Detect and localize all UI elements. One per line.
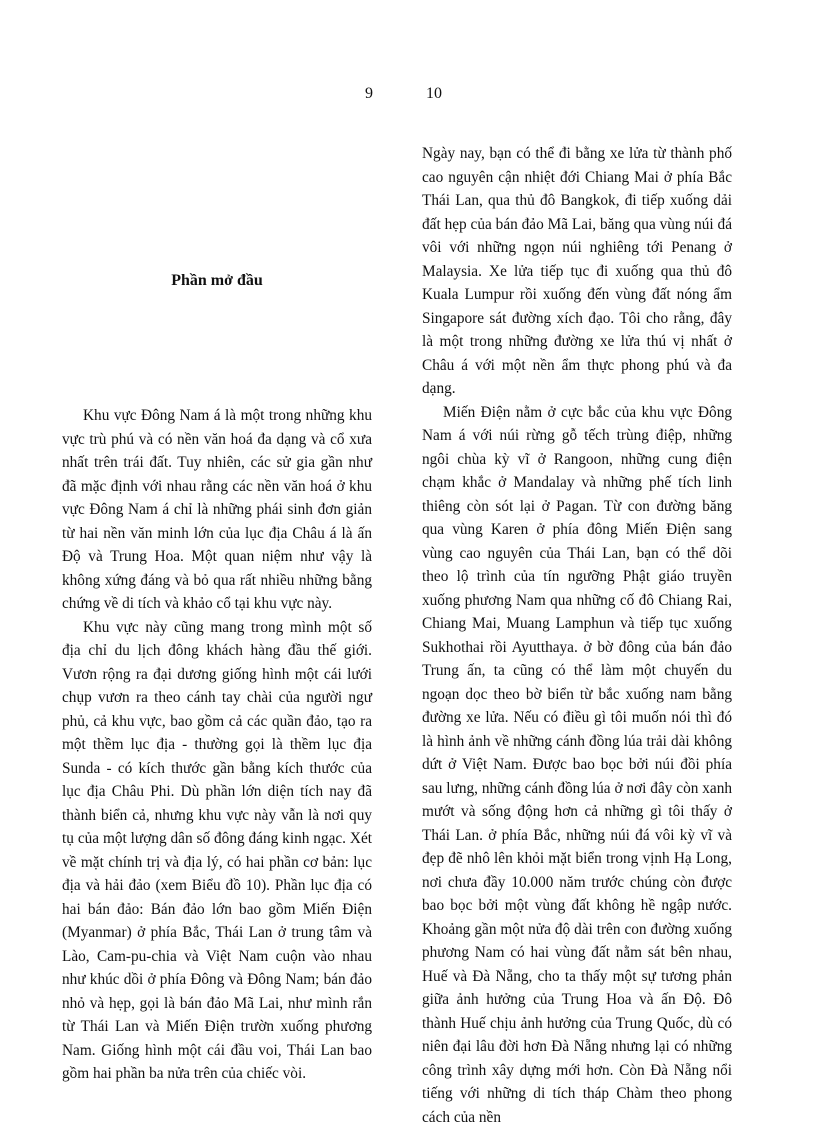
right-paragraph-1: Ngày nay, bạn có thể đi bằng xe lửa từ thành phố cao nguyên cận nhiệt đới Chiang Mai ở phía Bắc Thái Lan, qua thủ đô Bangkok, đi tiếp xuống dải đất hẹp của bán đảo Mã Lai, băng qua vùng núi đá vôi với những ngọn núi nghiêng tới Penang ở Malaysia. Xe lửa tiếp tục đi xuống qua thủ đô Kuala Lumpur rồi xuống đến vùng đất nóng ẩm Singapore sát đường xích đạo. Tôi cho rằng, đây là một trong những đường xe lửa thú vị nhất ở Châu á với một nền ẩm thực phong phú và đa dạng.: [422, 142, 732, 401]
section-title: Phần mở đầu: [62, 270, 372, 292]
left-column: [62, 404, 372, 1086]
left-paragraph-1: Khu vực Đông Nam á là một trong những khu vực trù phú và có nền văn hoá đa dạng và cổ xưa nhất trên trái đất. Tuy nhiên, các sử gia gần như đã mặc định với nhau rằng các nền văn hoá ở khu vực Đông Nam á chỉ là những phái sinh đơn giản từ hai nền văn minh lớn của lục địa Châu á là ấn Độ và Trung Hoa. Một quan niệm như vậy là không xứng đáng và bỏ qua rất nhiều những bằng chứng về di tích và khảo cổ tại khu vực này.: [62, 404, 372, 616]
page-number-left: 9: [365, 84, 373, 104]
right-column: [422, 142, 732, 1129]
right-paragraph-2: Miến Điện nằm ở cực bắc của khu vực Đông Nam á với núi rừng gỗ tếch trùng điệp, những ngôi chùa kỳ vĩ ở Rangoon, những cung điện chạm khắc ở Mandalay và những phế tích linh thiêng còn sót lại ở Pagan. Từ con đường băng qua vùng Karen ở phía đông Miến Điện sang vùng cao nguyên của Thái Lan, bạn có thể dõi theo lộ trình của tín ngưỡng Phật giáo truyền xuống phương Nam qua những cố đô Chiang Rai, Chiang Mai, Muang Lamphun và tiếp tục xuống Sukhothai rồi Ayutthaya. ở bờ đông của bán đảo Trung ấn, ta cũng có thể làm một chuyến du ngoạn dọc theo bờ biển từ bắc xuống nam bằng đường xe lửa. Nếu có điều gì tôi muốn nói thì đó là hình ảnh về những cánh đồng lúa trải dài không dứt ở Việt Nam. Được bao bọc bởi núi đồi phía sau lưng, những cánh đồng lúa ở nơi đây còn xanh mướt và sống động hơn cả những gì tôi thấy ở Thái Lan. ở phía Bắc, những núi đá vôi kỳ vĩ và đẹp đẽ nhô lên khỏi mặt biển trong vịnh Hạ Long, nơi chưa đầy 10.000 năm trước chúng còn được bao bọc bởi một vùng đất không hề ngập nước. Khoảng gần một nửa độ dài trên con đường xuống phương Nam có hai vùng đất nằm sát bên nhau, Huế và Đà Nẵng, cho ta thấy một sự tương phản giữa ảnh hưởng của Trung Hoa và ấn Độ. Đô thành Huế chịu ảnh hưởng của Trung Quốc, dù có niên đại lâu đời hơn Đà Nẵng nhưng lại có những công trình xây dựng mới hơn. Còn Đà Nẵng nổi tiếng với những di tích tháp Chàm theo phong cách của nền: [422, 401, 732, 1129]
left-paragraph-2: Khu vực này cũng mang trong mình một số địa chỉ du lịch đông khách hàng đầu thế giới. Vươn rộng ra đại dương giống hình một cái lưới chụp vươn ra theo cánh tay chài của người ngư phủ, cả khu vực, bao gồm cả các quần đảo, tạo ra một thềm lục địa - thường gọi là thềm lục địa Sunda - có kích thước gần bằng kích thước của lục địa Châu Phi. Dù phần lớn diện tích nay đã thành biển cả, nhưng khu vực này vẫn là nơi quy tụ của một lượng dân số đông đáng kinh ngạc. Xét về mặt chính trị và địa lý, có hai phần cơ bản: lục địa và hải đảo (xem Biểu đồ 10). Phần lục địa có hai bán đảo: Bán đảo lớn bao gồm Miến Điện (Myanmar) ở phía Bắc, Thái Lan ở trung tâm và Lào, Cam-pu-chia và Việt Nam cuộn vào nhau như khúc dồi ở phía Đông và Đông Nam; bán đảo nhỏ và hẹp, gọi là bán đảo Mã Lai, như mình rắn từ Thái Lan và Miến Điện trườn xuống phương Nam. Giống hình một cái đầu voi, Thái Lan bao gồm hai phần ba nửa trên của chiếc vòi.: [62, 616, 372, 1086]
page-number-right: 10: [426, 84, 442, 104]
